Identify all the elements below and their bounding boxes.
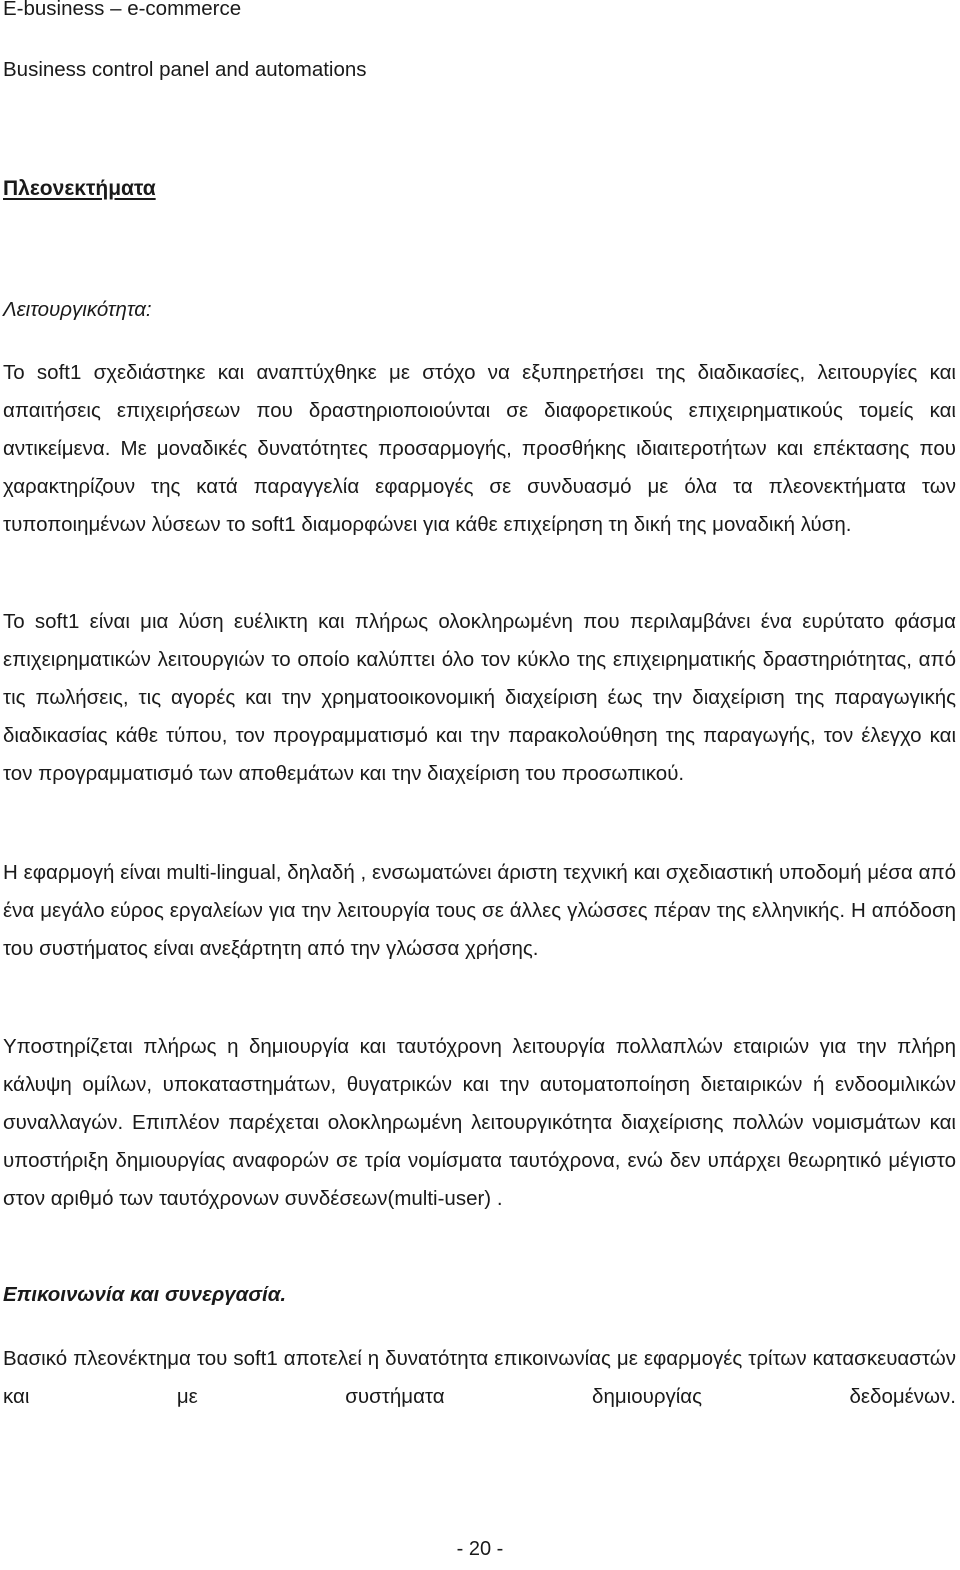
paragraph: Η εφαρμογή είναι multi-lingual, δηλαδή , ενσωματώνει άριστη τεχνική και σχεδιαστική υποδομή μέσα από ένα μεγάλο εύρος εργαλείων για την λειτουργία τους σε άλλες γλώσσες πέραν της ελληνικής. Η απόδοση του συστήματος είναι ανεξάρτητη από την γλώσσα χρήσης. [3, 861, 956, 960]
paragraph: Βασικό πλεονέκτημα του soft1 αποτελεί η δυνατότητα επικοινωνίας με εφαρμογές τρίτων κατασκευαστών και με συστήματα δημιουργίας δεδομένων. [3, 1347, 956, 1408]
page-number: - 20 - [456, 1538, 504, 1560]
paragraph: Υποστηρίζεται πλήρως η δημιουργία και ταυτόχρονη λειτουργία πολλαπλών εταιριών για την πλήρη κάλυψη ομίλων, υποκαταστημάτων, θυγατρικών και την αυτοματοποίηση διεταιρικών ή ενδοομιλικών συναλλαγών. Επιπλέον παρέχεται ολοκληρωμένη λειτουργικότητα διαχείρισης πολλών νομισμάτων και υποστήριξη δημιουργίας αναφορών σε τρία νομίσματα ταυτόχρονα, ενώ δεν υπάρχει θεωρητικό μέγιστο στον αριθμό των ταυτόχρονων συνδέσεων(multi-user) . [3, 1035, 956, 1210]
section-title: Πλεονεκτήματα [3, 177, 156, 200]
paragraph: Το soft1 είναι μια λύση ευέλικτη και πλήρως ολοκληρωμένη που περιλαμβάνει ένα ευρύτατο φάσμα επιχειρηματικών λειτουργιών το οποίο καλύπτει όλο τον κύκλο της επιχειρηματικής δραστηριότητας, από τις πωλήσεις, τις αγορές και την χρηματοοικονομική διαχείριση έως την διαχείριση της παραγωγικής διαδικασίας κάθε τύπου, τον προγραμματισμό και την παρακολούθηση της παραγωγής, τον έλεγχο και τον προγραμματισμό των αποθεμάτων και την διαχείριση του προσωπικού. [3, 610, 956, 785]
subsection-title-communication: Επικοινωνία και συνεργασία. [3, 1283, 287, 1306]
header-title: E-business – e-commerce [3, 0, 242, 20]
header-subtitle: Business control panel and automations [3, 58, 367, 81]
paragraph: Το soft1 σχεδιάστηκε και αναπτύχθηκε με στόχο να εξυπηρετήσει της διαδικασίες, λειτουργίες και απαιτήσεις επιχειρήσεων που δραστηριοποιούνται σε διαφορετικούς επιχειρηματικούς τομείς και αντικείμενα. Με μοναδικές δυνατότητες προσαρμογής, προσθήκης ιδιαιτεροτήτων και επέκτασης που χαρακτηρίζουν της κατά παραγγελία εφαρμογές σε συνδυασμό με όλα τα πλεονεκτήματα των τυποποιημένων λύσεων το soft1 διαμορφώνει για κάθε επιχείρηση τη δική της μοναδική λύση. [3, 361, 956, 536]
subsection-title-functionality: Λειτουργικότητα: [3, 298, 152, 321]
